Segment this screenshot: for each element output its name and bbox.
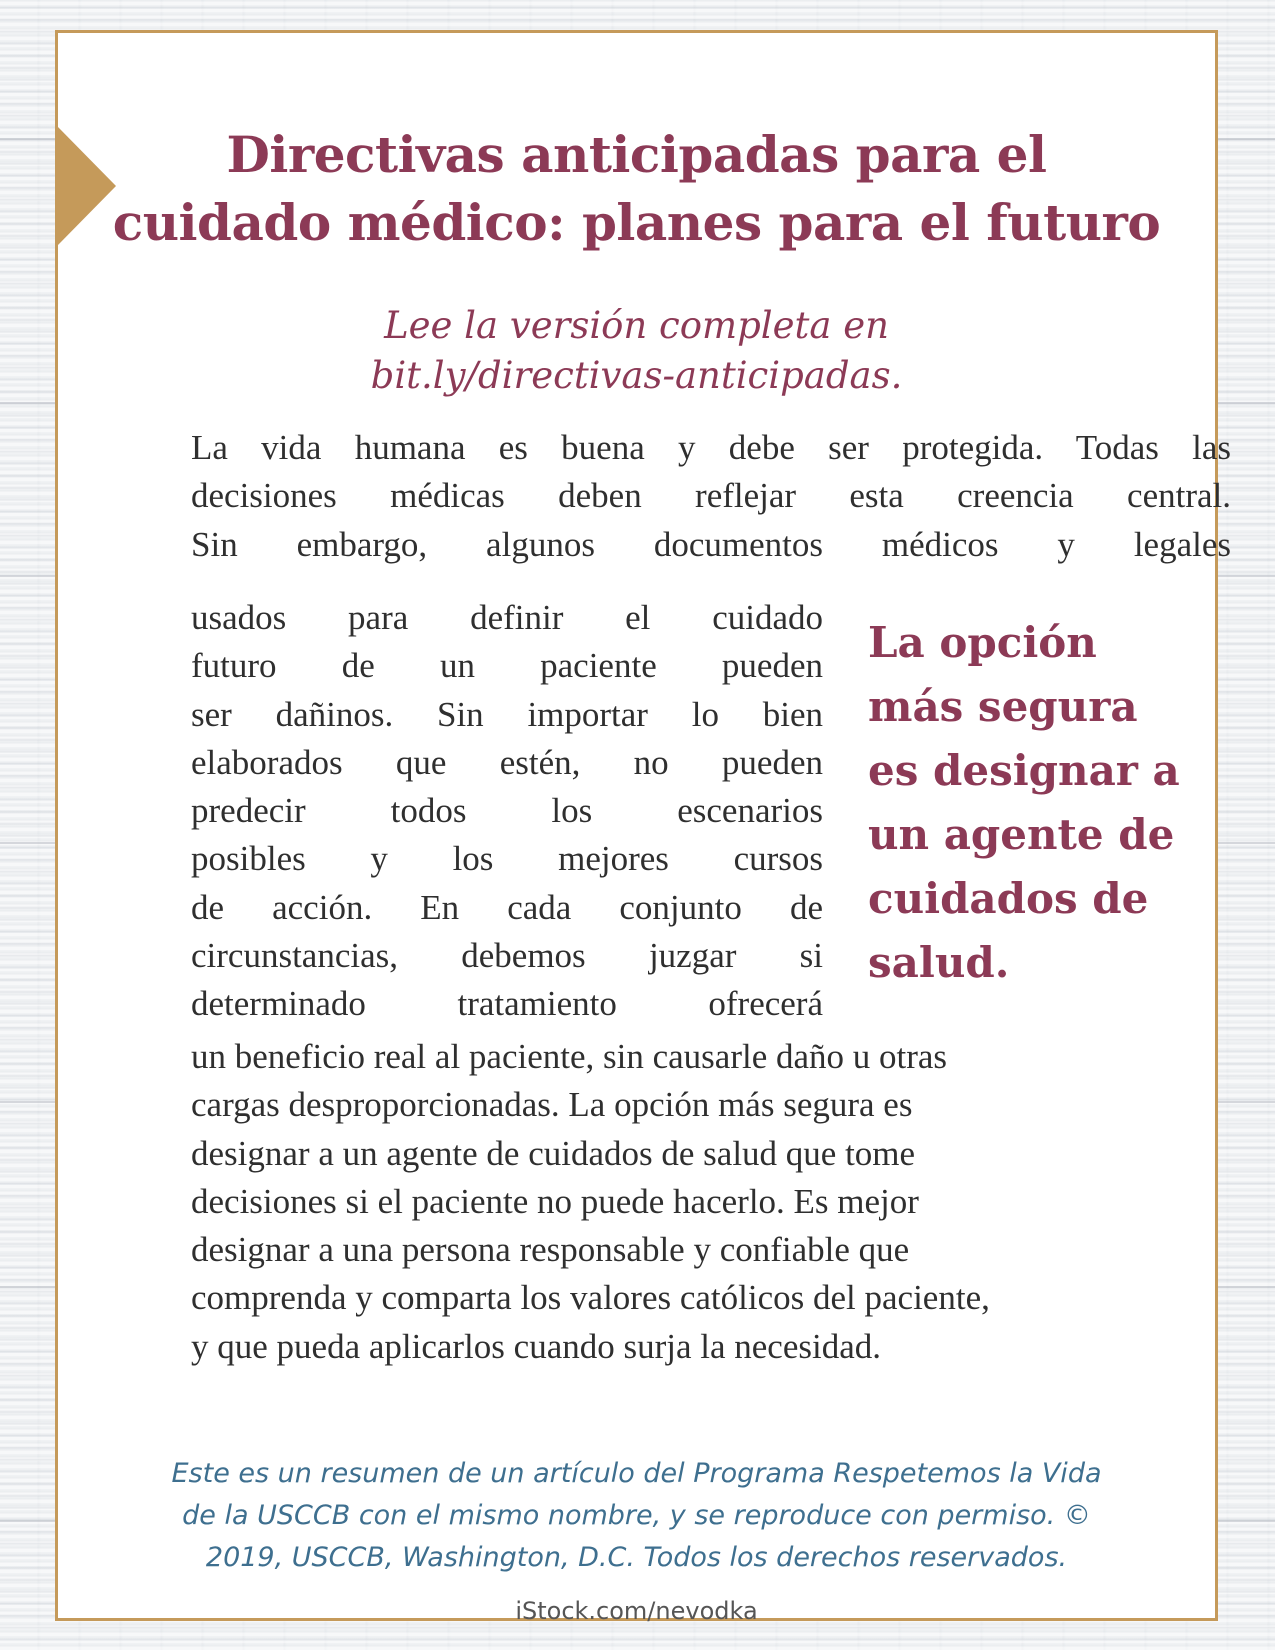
- body-paragraph-column: [191, 594, 823, 1029]
- pull-quote-line: más segura: [868, 682, 1138, 731]
- body-line: futuro de un paciente pueden: [191, 646, 823, 686]
- body-line: decisiones médicas deben reflejar esta creencia central.: [191, 476, 1231, 516]
- body-line: designar a un agente de cuidados de salud que tome: [191, 1133, 916, 1173]
- body-line: posibles y los mejores cursos: [191, 839, 823, 879]
- pull-quote-line: es designar a: [868, 746, 1180, 795]
- body-paragraph-top: [191, 424, 1231, 569]
- body-line: de acción. En cada conjunto de: [191, 887, 823, 927]
- article-card: [55, 30, 1231, 1625]
- body-line: designar a una persona responsable y confiable que: [191, 1230, 910, 1270]
- pull-quote-line: cuidados de: [868, 874, 1149, 923]
- photo-credit: iStock.com/nevodka: [515, 1597, 758, 1625]
- pull-quote: [868, 611, 1228, 995]
- subtitle-url[interactable]: bit.ly/directivas-anticipadas.: [370, 354, 903, 397]
- subtitle-line: Lee la versión completa en: [384, 304, 889, 347]
- body-line: usados para definir el cuidado: [191, 598, 823, 637]
- credit-line: 2019, USCCB, Washington, D.C. Todos los derechos reservados.: [205, 1542, 1068, 1573]
- pull-quote-line: La opción: [868, 618, 1097, 667]
- body-line: determinado tratamiento ofrecerá: [191, 984, 823, 1024]
- title-line: cuidado médico: planes para el futuro: [112, 193, 1161, 252]
- title-line: Directivas anticipadas para el: [226, 125, 1047, 184]
- body-paragraph-bottom: [191, 1033, 1231, 1371]
- source-credit: [118, 1453, 1155, 1579]
- read-more-link[interactable]: [98, 301, 1175, 401]
- body-line: elaborados que estén, no pueden: [191, 742, 823, 782]
- body-line: cargas desproporcionadas. La opción más segura es: [191, 1085, 913, 1125]
- body-line: un beneficio real al paciente, sin causarle daño u otras: [191, 1037, 948, 1076]
- body-line: comprenda y comparta los valores católicos del paciente,: [191, 1278, 990, 1318]
- body-line: decisiones si el paciente no puede hacerlo. Es mejor: [191, 1181, 919, 1221]
- body-line: La vida humana es buena y debe ser protegida. Todas las: [191, 428, 1231, 467]
- credit-line: Este es un resumen de un artículo del Programa Respetemos la Vida: [171, 1458, 1102, 1489]
- body-line-last: y que pueda aplicarlos cuando surja la necesidad.: [191, 1326, 882, 1366]
- body-line: circunstancias, debemos juzgar si: [191, 936, 823, 976]
- pull-quote-line: un agente de: [868, 810, 1175, 859]
- credit-line: de la USCCB con el mismo nombre, y se reproduce con permiso. ©: [182, 1500, 1091, 1531]
- body-line: predecir todos los escenarios: [191, 791, 823, 831]
- page-title: [98, 121, 1175, 257]
- body-line: Sin embargo, algunos documentos médicos y legales: [191, 524, 1231, 564]
- body-line: ser dañinos. Sin importar lo bien: [191, 694, 823, 734]
- pull-quote-line: salud.: [868, 938, 1010, 987]
